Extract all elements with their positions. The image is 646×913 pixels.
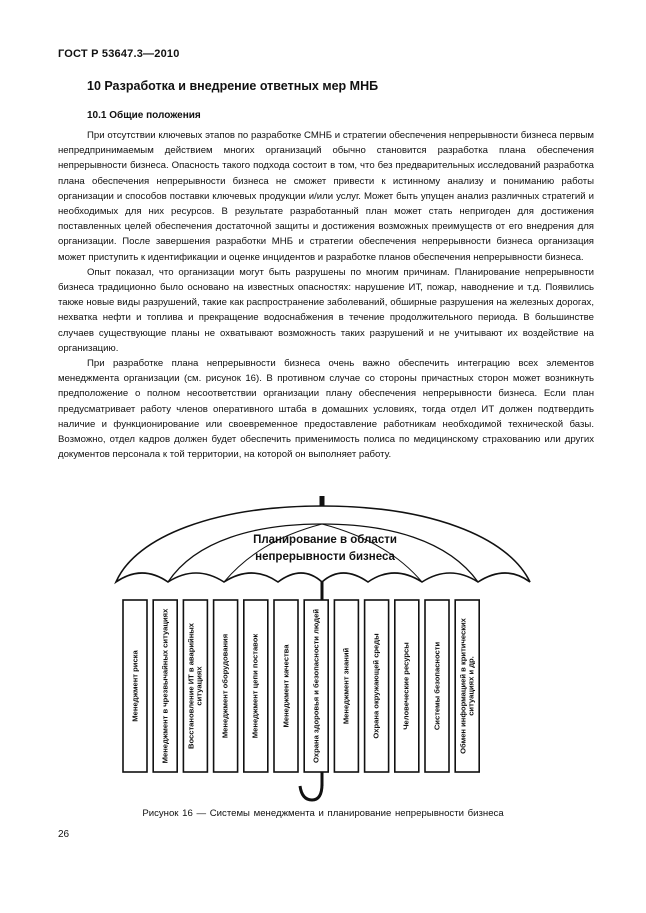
paragraph: При разработке плана непрерывности бизнеса очень важно обеспечить интеграцию всех элементов менеджмента организации (см. рисунок 16). В противном случае со стороны причастных сторон может возникнуть предположение о полном несоответствии организации плану обеспечения непрерывности бизнеса. Если план предусматривает работу членов оперативного штаба в домашних условиях, тогда отдел ИТ должен подтвердить наличие и функционирование или своевременное предоставление работникам необходимой технической базы. Возможно, отдел кадров должен будет обеспечить применимость полиса по медицинскому страхованию или других документов персонала к той территории, на которой он выполняет работу. (58, 358, 594, 461)
system-box-label: Системы безопасности (431, 641, 441, 731)
system-box-label: Обмен информацией в критических ситуациях и др. (457, 618, 476, 754)
standard-number: ГОСТ Р 53647.3—2010 (58, 48, 180, 60)
umbrella-title: Планирование в области непрерывности бизнеса (253, 534, 397, 563)
system-box-label: Охрана окружающей среды (371, 633, 381, 739)
figure-umbrella (106, 496, 540, 816)
body-text (58, 128, 594, 462)
system-box-label: Человеческие ресурсы (401, 642, 411, 730)
system-box-label: Менеджмент качества (280, 644, 290, 728)
figure-caption: Рисунок 16 — Системы менеджмента и планирование непрерывности бизнеса (142, 808, 504, 819)
system-box-label: Менеджмент знаний (341, 647, 351, 725)
section-title: 10 Разработка и внедрение ответных мер МНБ (87, 79, 379, 93)
system-box-label: Менеджмент цепи поставок (250, 633, 260, 739)
system-box-label: Менеджмент риска (129, 650, 139, 722)
paragraph: Опыт показал, что организации могут быть разрушены по многим причинам. Планирование непрерывности бизнеса традиционно было основано на известных опасностях: нарушение ИТ, пожар, наводнение и т.д. Появились также новые виды разрушений, такие как распространение заболеваний, обширные разрушения на железных дорогах, нехватка нефти и топлива и прекращение водоснабжения в течение продолжительного периода. В большинстве случаев существующие планы не охватывают возможность таких разрушений и не учитывают их воздействие на организацию. (58, 266, 594, 354)
system-box-label: Менеджмент оборудования (220, 633, 230, 739)
system-box-label: Восстановление ИТ в аварийных ситуациях (185, 623, 204, 750)
system-boxes (123, 600, 479, 786)
system-box-label: Охрана здоровья и безопасности людей (310, 609, 320, 764)
subsection-title: 10.1 Общие положения (87, 110, 201, 121)
system-box-label: Менеджмент в чрезвычайных ситуациях (159, 608, 169, 764)
page-number: 26 (58, 829, 70, 840)
paragraph: При отсутствии ключевых этапов по разработке СМНБ и стратегии обеспечения непрерывности бизнеса первым непредпринимаемым действием многих организаций обычно становится разработка плана обеспечения непрерывности бизнеса. Опасность такого подхода состоит в том, что без предварительных исследований разработка плана обеспечения непрерывности бизнеса не сможет привести к истинному анализу и пониманию работы организации и способов поставки ключевых продукции и/или услуг. Может быть упущен анализ различных стратегий и необходимых для них ресурсов. В результате разработанный план может стать непригоден для достижения поставленных целей обеспечения достаточной защиты и достижения возможных преимуществ от его внедрения для организации. После завершения разработки МНБ и стратегии обеспечения непрерывности бизнеса организация может приступить к идентификации и оценке инцидентов и разработке планов обеспечения непрерывности бизнеса. (58, 130, 594, 263)
